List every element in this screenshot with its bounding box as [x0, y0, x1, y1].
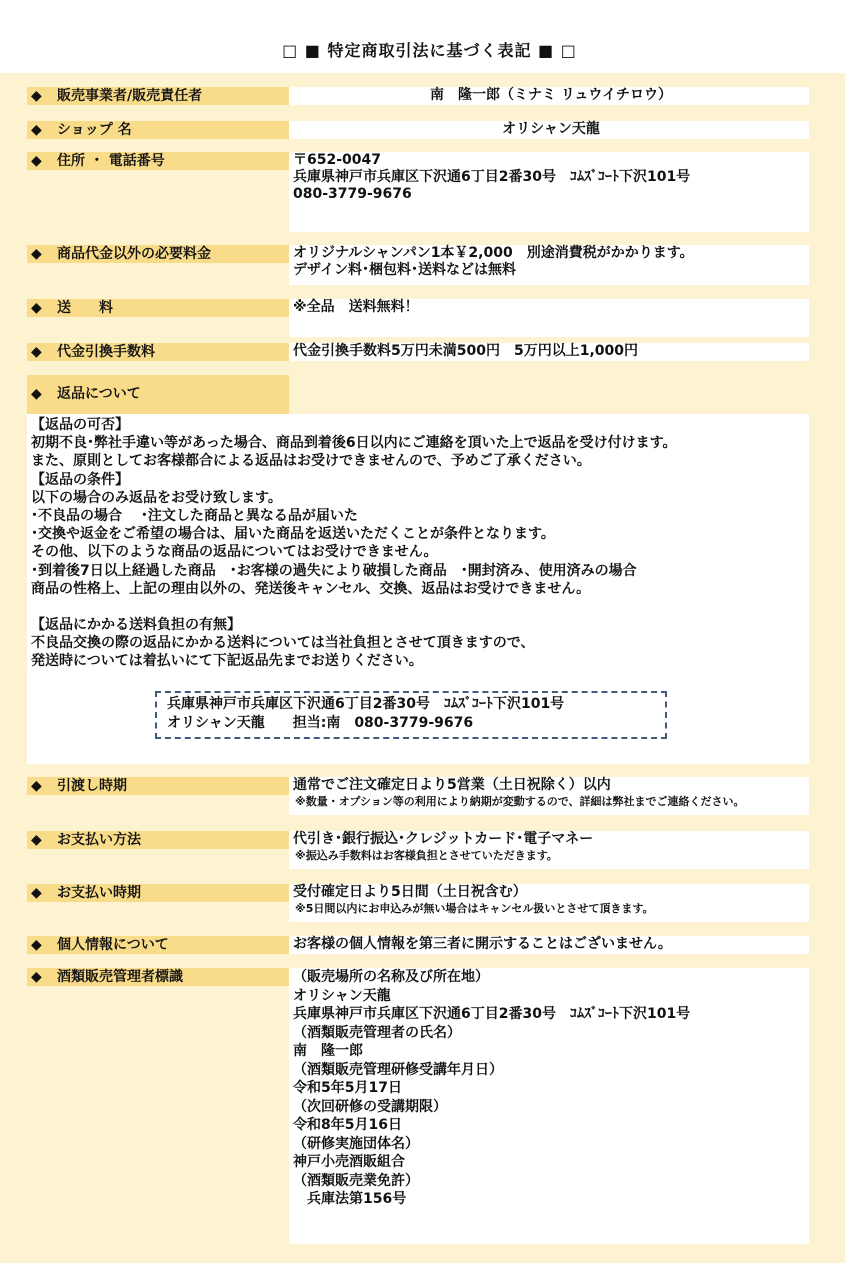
returns-line: ･不良品の場合 ･注文した商品と異なる品が届いた	[31, 508, 358, 525]
returns-body	[27, 414, 809, 764]
diamond-icon: ◆	[31, 885, 42, 901]
return-address-box	[155, 691, 667, 739]
page-title: □ ■ 特定商取引法に基づく表記 ■ □	[282, 41, 577, 60]
returns-line: 以下の場合のみ返品をお受け致します。	[31, 489, 282, 506]
diamond-icon: ◆	[31, 246, 42, 262]
diamond-icon: ◆	[31, 153, 42, 169]
returns-line: 【返品の条件】	[31, 471, 129, 488]
payment-time-label: ◆ お支払い時期	[27, 884, 289, 902]
returns-line: ･到着後7日以上経過した商品 ･お客様の過失により破損した商品 ･開封済み、使用済みの場合	[31, 562, 637, 579]
return-contact: オリシャン天龍 担当:南 080-3779-9676	[167, 715, 474, 731]
returns-line: 初期不良･弊社手違い等があった場合、商品到着後6日以内にご連絡を頂いた上で返品を受け付けます。	[31, 435, 677, 452]
diamond-icon: ◆	[31, 344, 42, 360]
postal-code: 〒652-0047	[293, 152, 381, 168]
delivery-label: ◆ 引渡し時期	[27, 777, 289, 795]
fees-value: オリジナルシャンパン1本￥2,000 別途消費税がかかります。 デザイン料･梱包料･送料などは無料	[289, 245, 809, 285]
payment-time-value: 受付確定日より5日間（土日祝含む） ※5日間以内にお申込みが無い場合はキャンセル扱いとさせて頂きます。	[289, 884, 809, 922]
shop-value: オリシャン天龍	[289, 121, 809, 139]
returns-line: 【返品の可否】	[31, 417, 129, 433]
diamond-icon: ◆	[31, 300, 42, 316]
privacy-label: ◆ 個人情報について	[27, 936, 289, 954]
return-address: 兵庫県神戸市兵庫区下沢通6丁目2番30号 ｺﾑｽﾞｺｰﾄ下沢101号	[167, 696, 565, 712]
diamond-icon: ◆	[31, 937, 42, 953]
phone-number: 080-3779-9676	[293, 186, 412, 202]
payment-time-note: ※5日間以内にお申込みが無い場合はキャンセル扱いとさせて頂きます。	[295, 902, 654, 915]
diamond-icon: ◆	[31, 122, 42, 138]
payment-label: ◆ お支払い方法	[27, 831, 289, 849]
returns-label: ◆ 返品について	[27, 375, 289, 414]
delivery-note: ※数量・オプション等の利用により納期が変動するので、詳細は弊社までご連絡ください。	[295, 795, 745, 808]
returns-line: また、原則としてお客様都合による返品はお受けできませんので、予めご了承ください。	[31, 453, 591, 470]
liquor-details: （販売場所の名称及び所在地） オリシャン天龍 兵庫県神戸市兵庫区下沢通6丁目2番30号 ｺﾑｽﾞｺｰﾄ下沢101号 （酒類販売管理者の氏名） 南 隆一郎 （酒類販売管理研修受講年月日） 令和5年5月17日 （次回研修の受講期限） 令和8年5月16日 （研修実施団体名） 神戸小売酒販組合 （酒類販売業免許） 兵庫法第156号	[289, 968, 809, 1244]
returns-shipping-line: 不良品交換の際の返品にかかる送料については当社負担とさせて頂きますので、	[31, 635, 535, 652]
liquor-label: ◆ 酒類販売管理者標識	[27, 968, 289, 986]
diamond-icon: ◆	[31, 832, 42, 848]
returns-shipping-line: 発送時については着払いにて下記返品先までお送りください。	[31, 653, 423, 670]
shipping-label: ◆ 送 料	[27, 299, 289, 317]
street-address: 兵庫県神戸市兵庫区下沢通6丁目2番30号 ｺﾑｽﾞｺｰﾄ下沢101号	[293, 169, 691, 185]
returns-line: 商品の性格上、上記の理由以外の、発送後キャンセル、交換、返品はお受けできません。	[31, 580, 591, 597]
seller-label: ◆ 販売事業者/販売責任者	[27, 87, 289, 105]
diamond-icon: ◆	[31, 778, 42, 794]
diamond-icon: ◆	[31, 386, 42, 402]
fees-label: ◆ 商品代金以外の必要料金	[27, 245, 289, 263]
shop-label: ◆ ショップ 名	[27, 121, 289, 139]
returns-line: ･交換や返金をご希望の場合は、届いた商品を返送いただくことが条件となります。	[31, 526, 555, 543]
cod-value: 代金引換手数料5万円未満500円 5万円以上1,000円	[289, 343, 809, 361]
seller-value: 南 隆一郎（ミナミ リュウイチロウ）	[289, 87, 809, 105]
cod-label: ◆ 代金引換手数料	[27, 343, 289, 361]
privacy-value: お客様の個人情報を第三者に開示することはございません。	[289, 936, 809, 954]
address-value	[289, 152, 809, 232]
address-label: ◆ 住所 ・ 電話番号	[27, 152, 289, 170]
payment-value: 代引き･銀行振込･クレジットカード･電子マネー ※振込み手数料はお客様負担とさせていただきます。	[289, 831, 809, 869]
delivery-value: 通常でご注文確定日より5営業（土日祝除く）以内 ※数量・オプション等の利用により納期が変動するので、詳細は弊社までご連絡ください。	[289, 777, 809, 815]
shipping-value: ※全品 送料無料！	[289, 299, 809, 337]
returns-shipping-line: 【返品にかかる送料負担の有無】	[31, 617, 241, 634]
diamond-icon: ◆	[31, 969, 42, 985]
returns-line: その他、以下のような商品の返品についてはお受けできません。	[31, 544, 438, 561]
diamond-icon: ◆	[31, 88, 42, 104]
payment-note: ※振込み手数料はお客様負担とさせていただきます。	[295, 849, 558, 862]
